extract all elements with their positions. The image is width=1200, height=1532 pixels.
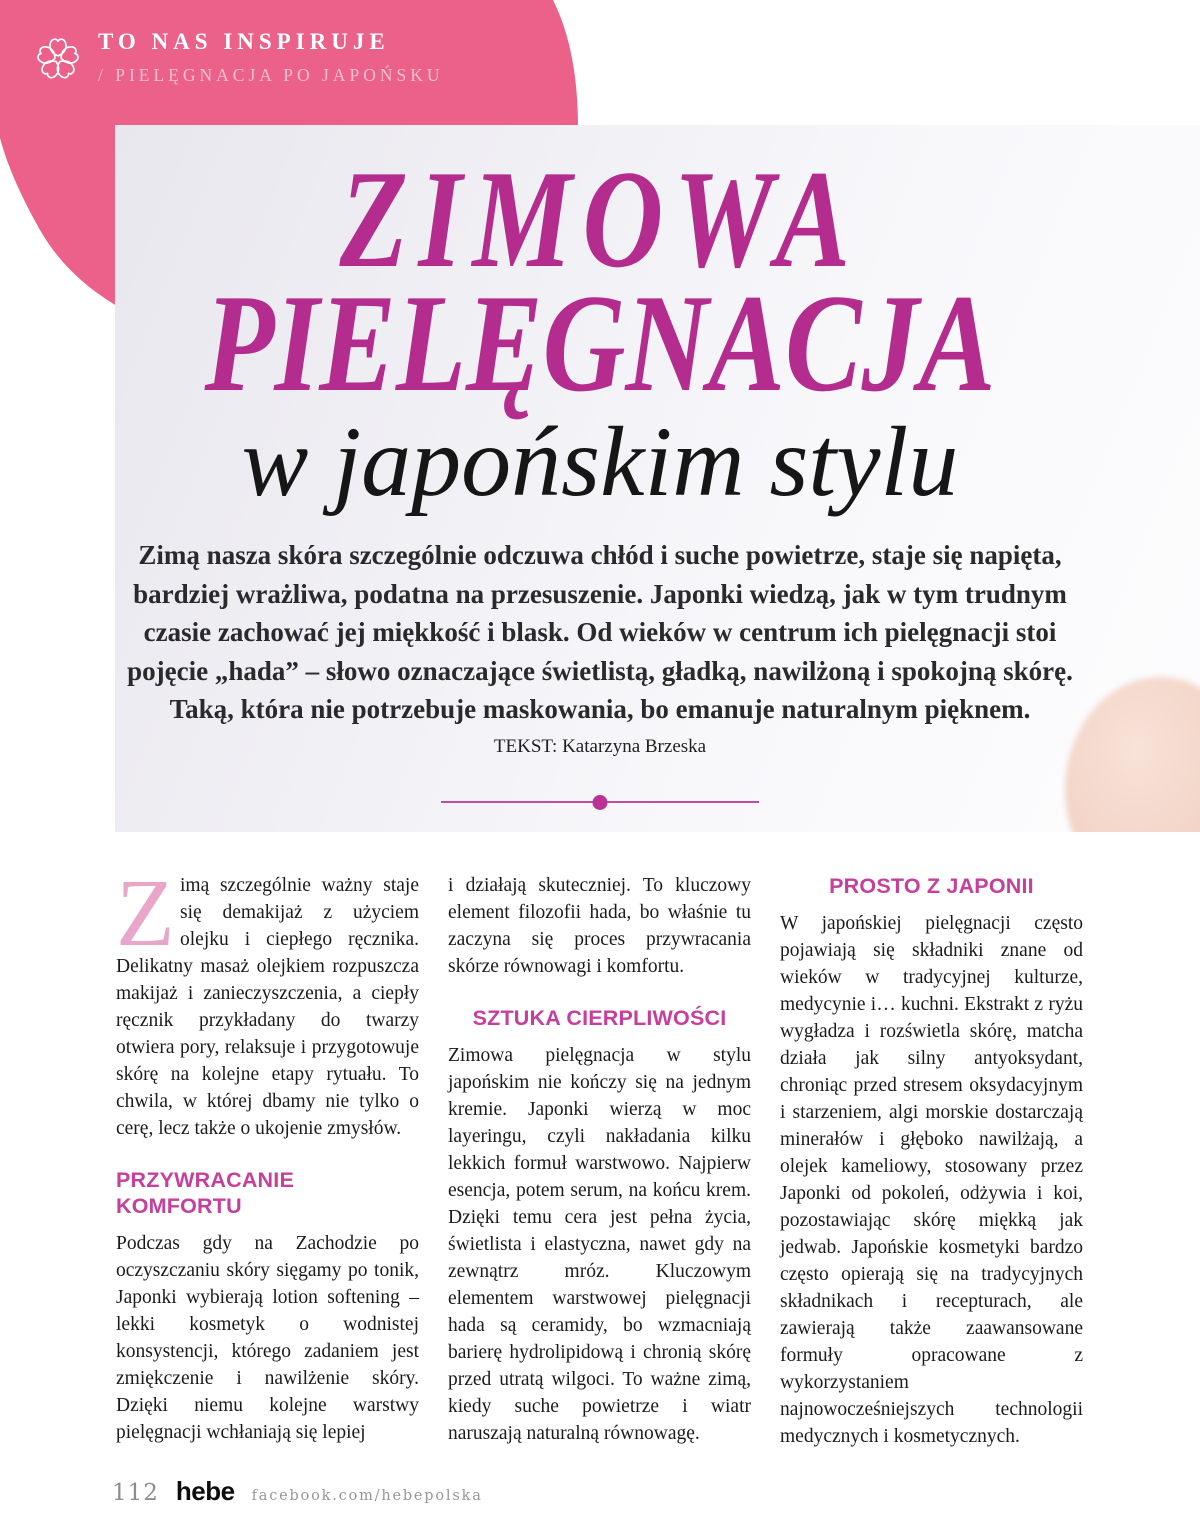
col1-heading: PRZYWRACANIE KOMFORTU <box>116 1168 294 1218</box>
column-1 <box>116 859 419 1450</box>
kicker-title: TO NAS INSPIRUJE <box>98 29 390 54</box>
col2-body: Zimowa pielęgnacja w stylu japońskim nie kończy się na jednym kremie. Japonki wierzą w moc layeringu, czyli nakładania kilku lekkich formuł warstwowo. Najpierw esencja, potem serum, na końcu krem. Dzięki temu cera jest pełna życia, świetlista i elastyczna, nawet gdy na zewnątrz mróz. Kluczowym elementem warstwowej pielęgnacji hada są ceramidy, bo wzmacniają barierę hydrolipidową i chronią skórę przed utratą wilgoci. To ważne zimą, kiedy suche powietrze i wiatr naruszają naturalną równowagę. <box>448 1045 751 1444</box>
sakura-icon <box>34 35 82 83</box>
byline: TEKST: Katarzyna Brzeska <box>493 736 707 757</box>
kicker-text <box>98 30 444 85</box>
article-title <box>0 142 1200 421</box>
section-divider <box>441 801 759 803</box>
facebook-url: facebook.com/hebepolska <box>251 1488 483 1504</box>
col2-heading: SZTUKA CIERPLIWOŚCI <box>472 1006 727 1030</box>
page-number: 112 <box>112 1480 159 1506</box>
article-columns <box>116 859 1084 1450</box>
col1-body: Podczas gdy na Zachodzie po oczyszczaniu skóry sięgamy po tonik, Japonki wybierają lotion softening – lekki kosmetyk o wodnistej konsystencji, którego zadaniem jest zmiękczenie i nawilżenie skóry. Dzięki niemu kolejne warstwy pielęgnacji wchłaniają się lepiej <box>116 1233 419 1443</box>
title-line-2: PIELĘGNACJA <box>204 266 996 421</box>
col1-intro-text: imą szczególnie ważny staje się demakijaż z użyciem olejku i ciepłego ręcznika. Delikatny masaż olejkiem rozpuszcza makijaż i zanieczyszczenia, a ciepły ręcznik przykładany do twarzy otwiera pory, relaksuje i przygotowuje skórę na kolejne etapy rytuału. To chwila, w której dbamy nie tylko o cerę, lecz także o ukojenie zmysłów. <box>116 875 419 1139</box>
column-3 <box>780 872 1083 1450</box>
divider-dot <box>593 795 608 810</box>
col1-intro-paragraph <box>116 859 419 1142</box>
column-2 <box>448 872 751 1450</box>
col3-heading: PROSTO Z JAPONII <box>829 874 1034 898</box>
section-kicker <box>34 30 444 85</box>
page-footer <box>112 1476 483 1507</box>
kicker-subtitle: / PIELĘGNACJA PO JAPOŃSKU <box>98 65 444 85</box>
dropcap-letter: Z <box>116 859 175 966</box>
title-line-1: ZIMOWA <box>339 142 861 297</box>
col2-continuation: i działają skuteczniej. To kluczowy element filozofii hada, bo właśnie tu zaczyna się proces przywracania skórze równowagi i komfortu. <box>448 875 751 977</box>
hebe-logo: hebe <box>175 1476 235 1506</box>
lead-paragraph: Zimą nasza skóra szczególnie odczuwa chłód i suche powietrze, staje się napięta, bardziej wrażliwa, podatna na przesuszenie. Japonki wiedzą, jak w tym trudnym czasie zachować jej miękkość i blask. Od wieków w centrum ich pielęgnacji stoi pojęcie „hada” – słowo oznaczające świetlistą, gładką, nawilżoną i spokojną skórę. Taką, która nie potrzebuje maskowania, bo emanuje naturalnym pięknem. <box>127 540 1073 724</box>
article-subtitle: w japońskim stylu <box>241 406 959 517</box>
col3-body: W japońskiej pielęgnacji często pojawiają się składniki znane od wieków w tradycyjnej kulturze, medycynie i… kuchni. Ekstrakt z ryżu wygładza i rozświetla skórę, matcha działa jak silny antyoksydant, chroniąc przed stresem oksydacyjnym i starzeniem, algi morskie dostarczają minerałów i głęboko nawilżają, a olejek kameliowy, stosowany przez Japonki od pokoleń, odżywia i koi, pozostawiając skórę miękką jak jedwab. Japońskie kosmetyki bardzo często opierają się na tradycyjnych składnikach i recepturach, ale zawierają także zaawansowane formuły opracowane z wykorzystaniem najnowocześniejszych technologii medycznych i kosmetycznych. <box>780 913 1083 1447</box>
